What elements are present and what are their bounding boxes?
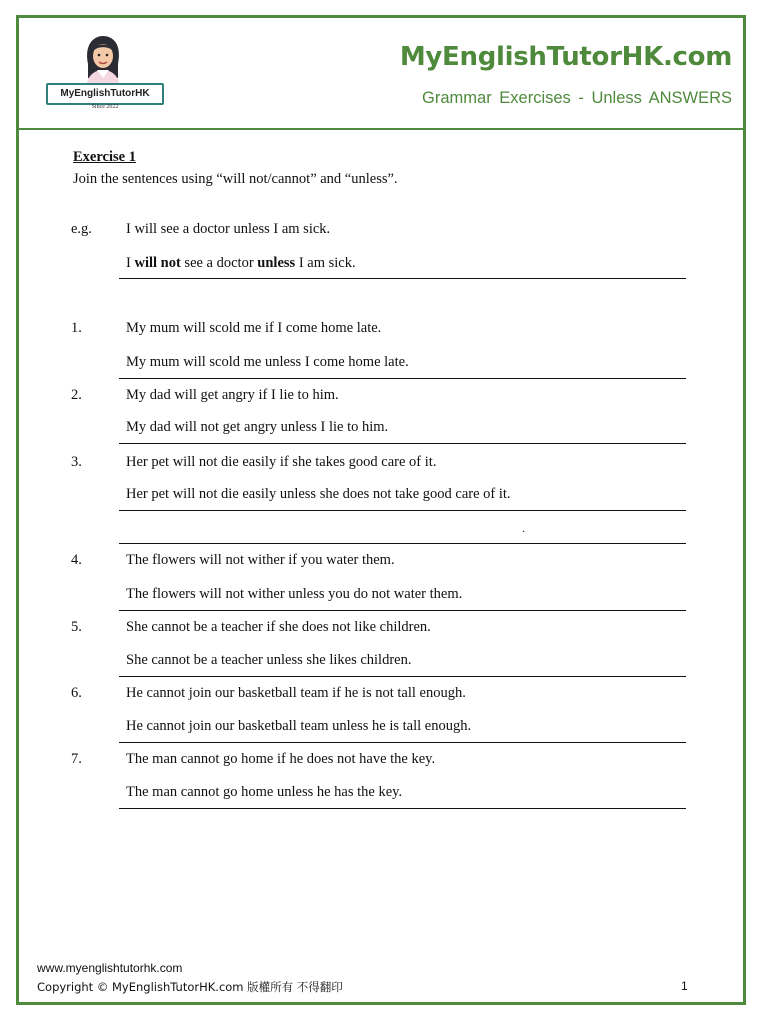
answer-line — [119, 510, 686, 511]
footer-url[interactable]: www.myenglishtutorhk.com — [37, 961, 183, 975]
tutor-avatar-icon — [80, 34, 126, 86]
item-answer: He cannot join our basketball team unless he is tall enough. — [126, 718, 472, 734]
item-number: 3. — [71, 454, 82, 470]
header-divider — [16, 128, 746, 130]
stray-mark: . — [522, 521, 525, 535]
item-number: 7. — [71, 751, 82, 767]
example-question: I will see a doctor unless I am sick. — [126, 221, 331, 237]
example-answer-part: I — [126, 255, 135, 271]
example-answer-part: I am sick. — [295, 255, 356, 271]
item-question: My dad will get angry if I lie to him. — [126, 387, 339, 403]
site-title: MyEnglishTutorHK.com — [399, 42, 732, 72]
item-number: 2. — [71, 387, 82, 403]
item-question: Her pet will not die easily if she takes good care of it. — [126, 454, 437, 470]
answer-line — [119, 443, 686, 444]
item-number: 5. — [71, 619, 82, 635]
example-answer-keyword: will not — [134, 255, 181, 271]
answer-line — [119, 808, 686, 809]
item-answer: She cannot be a teacher unless she likes children. — [126, 652, 412, 668]
item-answer: The flowers will not wither unless you do not water them. — [126, 586, 463, 602]
answer-line — [119, 676, 686, 677]
item-number: 4. — [71, 552, 82, 568]
footer-copyright: Copyright © MyEnglishTutorHK.com 版權所有 不得翻印 — [37, 980, 343, 994]
answer-line — [119, 543, 686, 544]
item-question: She cannot be a teacher if she does not like children. — [126, 619, 431, 635]
logo-badge: MyEnglishTutorHK — [46, 83, 164, 105]
example-answer — [126, 255, 356, 272]
answer-line — [119, 278, 686, 279]
answer-line — [119, 742, 686, 743]
example-answer-part: see a doctor — [180, 255, 258, 271]
answer-line — [119, 378, 686, 379]
page-number: 1 — [681, 979, 688, 993]
item-answer: Her pet will not die easily unless she does not take good care of it. — [126, 486, 511, 502]
logo-since: Since 2022 — [91, 104, 119, 110]
exercise-heading: Exercise 1 — [73, 149, 136, 165]
item-question: He cannot join our basketball team if he is not tall enough. — [126, 685, 466, 701]
item-answer: The man cannot go home unless he has the key. — [126, 784, 403, 800]
exercise-instructions: Join the sentences using “will not/cannot” and “unless”. — [73, 171, 398, 187]
item-question: My mum will scold me if I come home late. — [126, 320, 382, 336]
item-number: 1. — [71, 320, 82, 336]
item-question: The flowers will not wither if you water them. — [126, 552, 395, 568]
item-answer: My mum will scold me unless I come home late. — [126, 354, 409, 370]
example-answer-keyword: unless — [257, 255, 296, 271]
answer-line — [119, 610, 686, 611]
item-question: The man cannot go home if he does not have the key. — [126, 751, 436, 767]
logo — [46, 34, 164, 116]
item-number: 6. — [71, 685, 82, 701]
item-answer: My dad will not get angry unless I lie to him. — [126, 419, 389, 435]
worksheet-subtitle: Grammar Exercises - Unless ANSWERS — [422, 89, 732, 107]
example-label: e.g. — [71, 221, 92, 237]
